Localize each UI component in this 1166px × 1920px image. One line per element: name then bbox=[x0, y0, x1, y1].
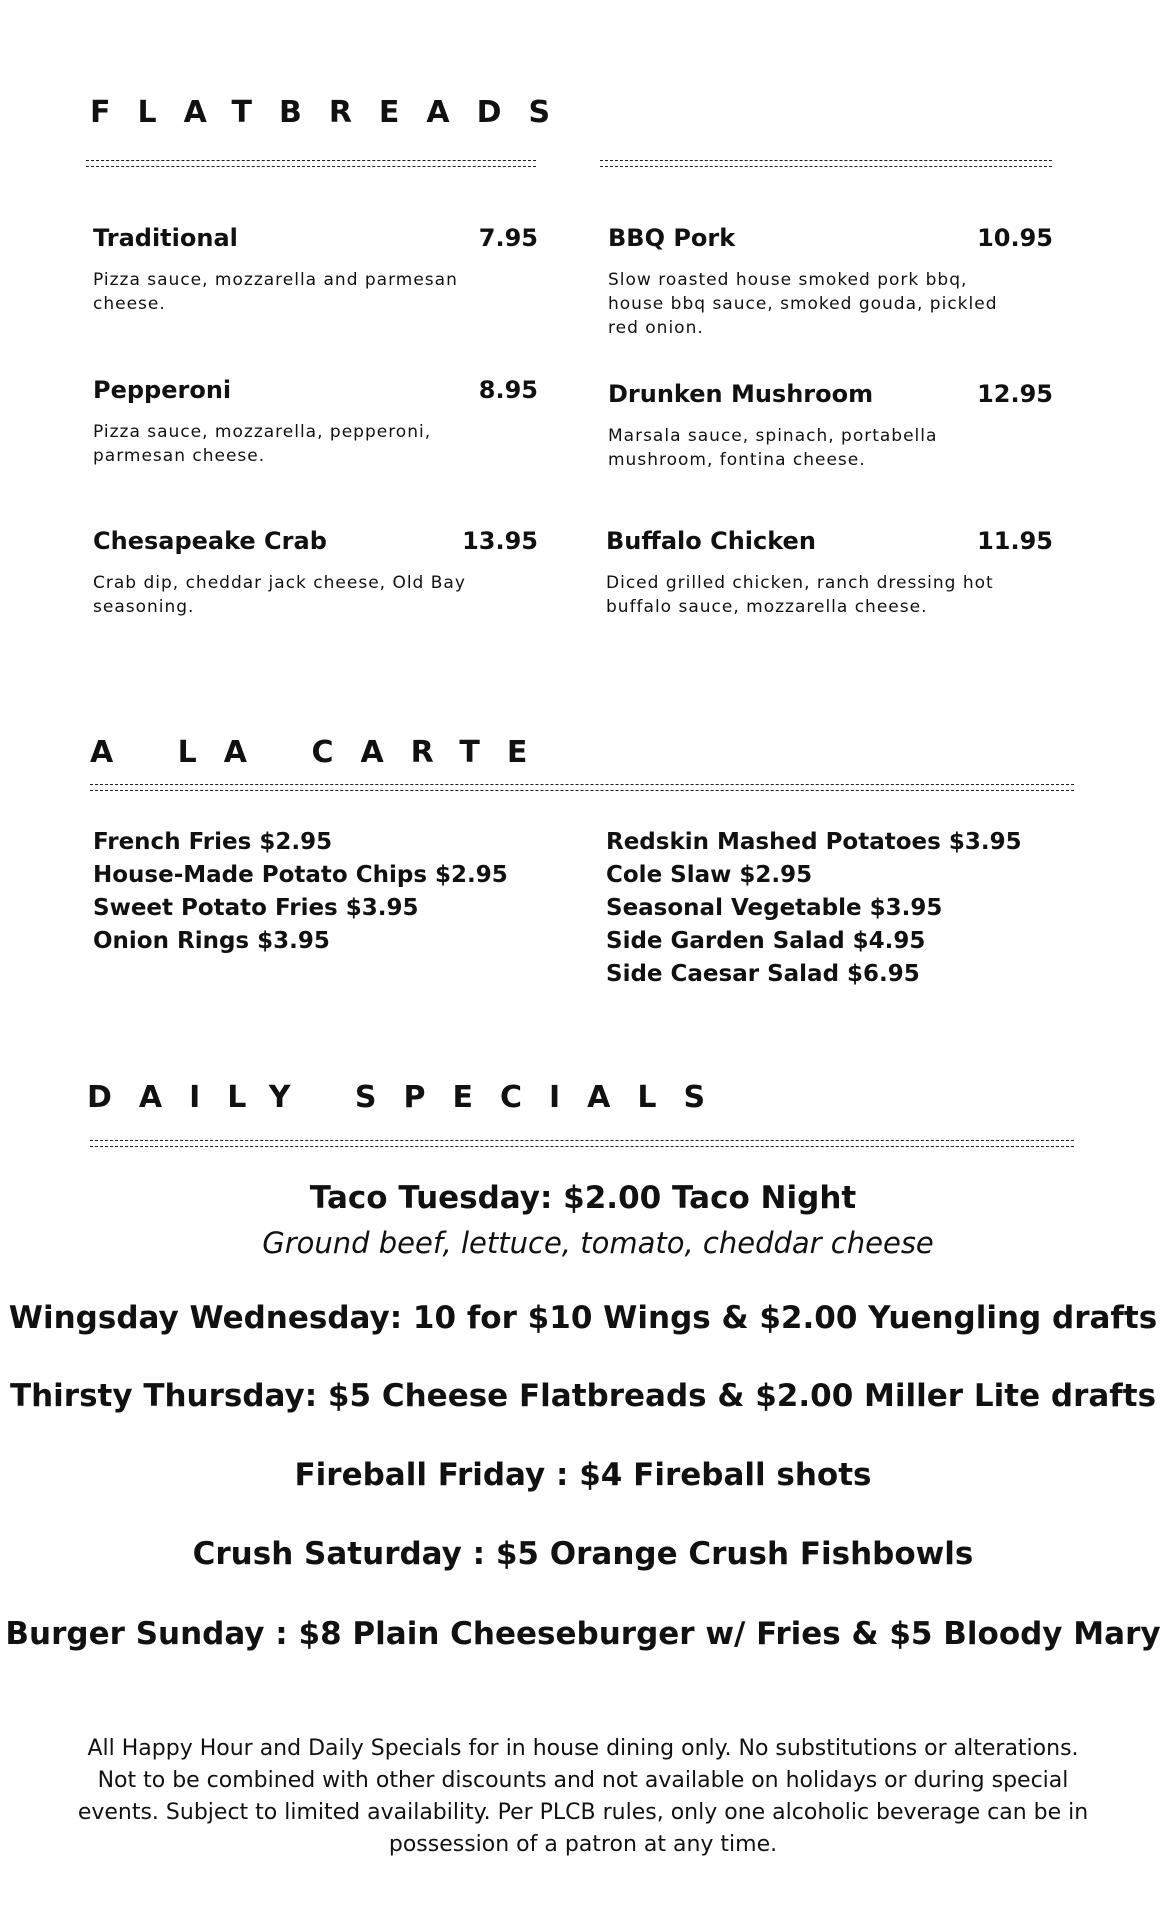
special-title: Taco Tuesday: $2.00 Taco Night bbox=[309, 1180, 857, 1216]
special-description: Ground beef, lettuce, tomato, cheddar cheese bbox=[262, 1226, 934, 1260]
daily-specials-heading: DAILY SPECIALS bbox=[87, 1080, 733, 1115]
flatbreads-heading: FLATBREADS bbox=[90, 95, 578, 130]
item-price: 13.95 bbox=[462, 527, 538, 555]
list-item: Redskin Mashed Potatoes $3.95 bbox=[606, 829, 1022, 855]
a-la-carte-heading: A LA CARTE bbox=[90, 735, 555, 770]
item-name: Traditional bbox=[93, 224, 238, 252]
item-description: Slow roasted house smoked pork bbq, house bbq sauce, smoked gouda, pickled red onion. bbox=[608, 270, 998, 338]
item-name: Chesapeake Crab bbox=[93, 527, 327, 555]
item-name: Buffalo Chicken bbox=[606, 527, 816, 555]
menu-item bbox=[608, 380, 1053, 472]
divider bbox=[90, 1140, 1074, 1147]
list-item: Side Caesar Salad $6.95 bbox=[606, 961, 920, 987]
item-name: Pepperoni bbox=[93, 376, 232, 404]
divider bbox=[600, 160, 1052, 167]
list-item: House-Made Potato Chips $2.95 bbox=[93, 862, 508, 888]
divider bbox=[86, 160, 536, 167]
menu-item bbox=[606, 527, 1053, 619]
item-price: 8.95 bbox=[478, 376, 538, 404]
item-description: Marsala sauce, spinach, portabella mushroom, fontina cheese. bbox=[608, 426, 938, 470]
disclaimer-text: All Happy Hour and Daily Specials for in house dining only. No substitutions or alterations. Not to be combined with other discounts and not available on holidays or during special events. Subject to limited availability. Per PLCB rules, only one alcoholic beverage can be in possession of a patron at any time. bbox=[77, 1736, 1089, 1857]
list-item: French Fries $2.95 bbox=[93, 829, 333, 855]
special-title: Burger Sunday : $8 Plain Cheeseburger w/ Fries & $5 Bloody Mary bbox=[5, 1616, 1161, 1652]
list-item: Side Garden Salad $4.95 bbox=[606, 928, 926, 954]
side-list-left bbox=[93, 826, 508, 958]
special-title: Crush Saturday : $5 Orange Crush Fishbowls bbox=[192, 1536, 974, 1572]
menu-item bbox=[93, 527, 538, 619]
item-name: Drunken Mushroom bbox=[608, 380, 874, 408]
menu-item bbox=[608, 224, 1053, 340]
list-item: Cole Slaw $2.95 bbox=[606, 862, 813, 888]
special-title: Thirsty Thursday: $5 Cheese Flatbreads & $2.00 Miller Lite drafts bbox=[9, 1378, 1157, 1414]
item-price: 7.95 bbox=[478, 224, 538, 252]
menu-item bbox=[93, 376, 538, 468]
special-title: Fireball Friday : $4 Fireball shots bbox=[294, 1457, 872, 1493]
item-price: 10.95 bbox=[977, 224, 1053, 252]
item-price: 12.95 bbox=[977, 380, 1053, 408]
list-item: Onion Rings $3.95 bbox=[93, 928, 330, 954]
specials-list bbox=[0, 1180, 1166, 1652]
item-price: 11.95 bbox=[977, 527, 1053, 555]
special-title: Wingsday Wednesday: 10 for $10 Wings & $2.00 Yuengling drafts bbox=[8, 1300, 1158, 1336]
divider bbox=[90, 784, 1074, 791]
item-description: Pizza sauce, mozzarella and parmesan cheese. bbox=[93, 270, 458, 314]
item-name: BBQ Pork bbox=[608, 224, 736, 252]
item-description: Crab dip, cheddar jack cheese, Old Bay seasoning. bbox=[93, 573, 466, 617]
list-item: Sweet Potato Fries $3.95 bbox=[93, 895, 419, 921]
menu-item bbox=[93, 224, 538, 316]
side-list-right bbox=[606, 826, 1022, 991]
item-description: Pizza sauce, mozzarella, pepperoni, parmesan cheese. bbox=[93, 422, 432, 466]
item-description: Diced grilled chicken, ranch dressing hot buffalo sauce, mozzarella cheese. bbox=[606, 573, 994, 617]
list-item: Seasonal Vegetable $3.95 bbox=[606, 895, 943, 921]
